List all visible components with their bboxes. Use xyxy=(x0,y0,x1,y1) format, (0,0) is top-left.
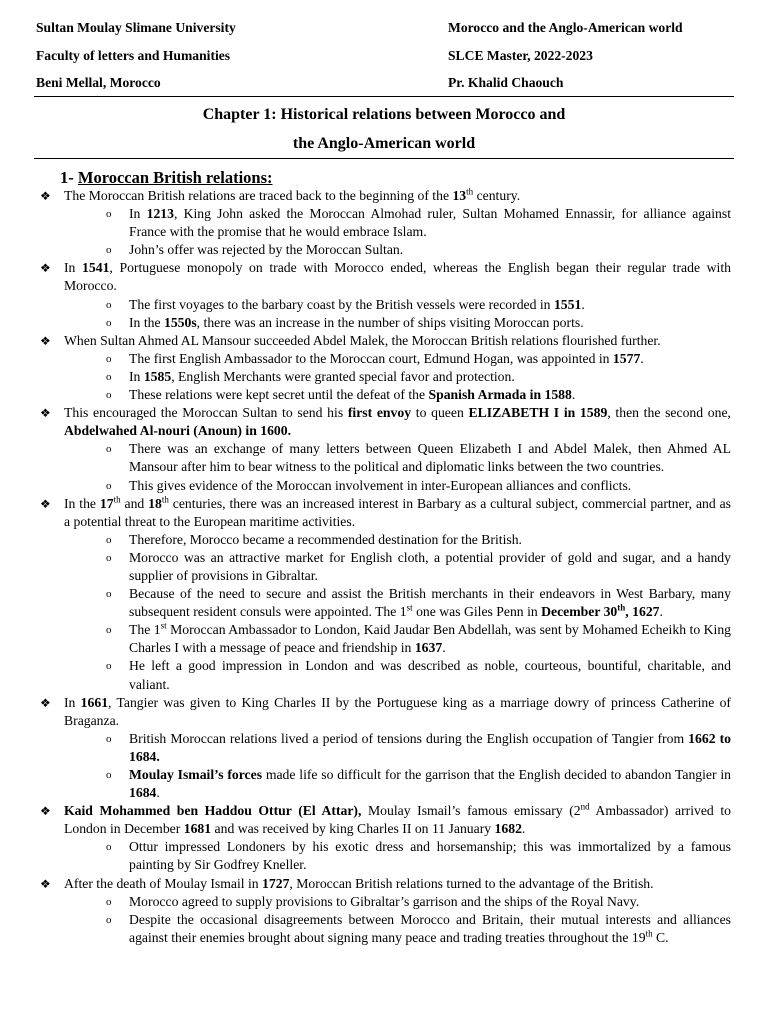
sub-bullet-item: o British Moroccan relations lived a period of tensions during the English occupation of Tangier from 1662 to 1684. xyxy=(106,730,731,764)
course-title: Morocco and the Anglo-American world xyxy=(448,20,683,35)
university-name: Sultan Moulay Slimane University xyxy=(36,20,236,35)
hollow-circle-bullet-icon: o xyxy=(106,389,112,402)
section-title: Moroccan British relations: xyxy=(77,168,273,187)
hollow-circle-bullet-icon: o xyxy=(106,913,112,926)
sub-bullet-item: o He left a good impression in London and was described as noble, courteous, bountiful, charitable, and valiant. xyxy=(106,658,731,692)
hollow-circle-bullet-icon: o xyxy=(106,769,112,781)
bullet-item: ❖ The Moroccan British relations are traced back to the beginning of the 13th century. xyxy=(40,187,731,205)
hollow-circle-bullet-icon: o xyxy=(106,244,112,257)
bullet-item: ❖ When Sultan Ahmed AL Mansour succeeded Abdel Malek, the Moroccan British relations flourished further. xyxy=(40,332,731,350)
bullet-item: ❖ After the death of Moulay Ismail in 1727, Moroccan British relations turned to the advantage of the British. xyxy=(40,875,731,893)
four-diamond-bullet-icon: ❖ xyxy=(40,189,51,203)
four-diamond-bullet-icon: ❖ xyxy=(40,333,51,348)
hollow-circle-bullet-icon: o xyxy=(106,370,112,383)
section-number: 1- xyxy=(60,168,74,187)
faculty-name: Faculty of letters and Humanities xyxy=(36,47,231,63)
sub-bullet-item: o The first voyages to the barbary coast by the British vessels were recorded in 1551. xyxy=(40,296,731,314)
four-diamond-bullet-icon: ❖ xyxy=(40,496,51,511)
professor-name: Pr. Khalid Chaouch xyxy=(448,75,564,90)
header-right xyxy=(448,20,683,103)
hollow-circle-bullet-icon: o xyxy=(106,624,112,637)
four-diamond-bullet-icon: ❖ xyxy=(40,695,51,710)
four-diamond-bullet-icon: ❖ xyxy=(40,406,51,421)
hollow-circle-bullet-icon: o xyxy=(106,551,112,564)
hollow-circle-bullet-icon: o xyxy=(106,208,112,221)
chapter-title xyxy=(34,100,734,158)
hollow-circle-bullet-icon: o xyxy=(106,895,112,908)
program-year: SLCE Master, 2022-2023 xyxy=(448,47,593,63)
hollow-circle-bullet-icon: o xyxy=(106,660,112,673)
sub-bullet-item: o There was an exchange of many letters between Queen Elizabeth I and Abdel Malek, then Ahmed AL Mansour after him to bear witness to the political and diplomatic links between the two countries. xyxy=(106,441,731,475)
sub-bullet-item: o Morocco was an attractive market for English cloth, a potential provider of gold and sugar, and a handy supplier of provisions in Gibraltar. xyxy=(106,549,731,583)
sub-bullet-item: o Morocco agreed to supply provisions to Gibraltar’s garrison and the ships of the Royal Navy. xyxy=(40,893,731,911)
section-heading xyxy=(60,168,273,188)
sub-bullet-item: o Moulay Ismail’s forces made life so difficult for the garrison that the English decided to abandon Tangier in 1684. xyxy=(106,767,732,801)
page-header xyxy=(34,12,734,97)
sub-bullet-item: o Because of the need to secure and assist the British merchants in their endeavors in West Barbary, many subsequent resident consuls were appointed. The 1st one was Giles Penn in December 30th, 1627. xyxy=(106,586,731,620)
location: Beni Mellal, Morocco xyxy=(36,75,161,90)
sub-bullet-item: o John’s offer was rejected by the Moroccan Sultan. xyxy=(40,241,731,259)
sub-bullet-item: o This gives evidence of the Moroccan involvement in inter-European alliances and conflicts. xyxy=(40,477,731,495)
sub-bullet-item: o The 1st Moroccan Ambassador to London, Kaid Jaudar Ben Abdellah, was sent by Mohamed Echeikh to King Charles I with a message of peace and friendship in 1637. xyxy=(106,620,732,656)
bullet-item: ❖ In the 17th and 18th centuries, there was an increased interest in Barbary as a cultural subject, commercial partner, and as a potential threat to the European maritime activities. xyxy=(40,494,732,529)
hollow-circle-bullet-icon: o xyxy=(106,316,112,329)
sub-bullet-item: o These relations were kept secret until the defeat of the Spanish Armada in 1588. xyxy=(40,386,731,404)
bullet-item: ❖ In 1661, Tangier was given to King Charles II by the Portuguese king as a marriage dowry of princess Catherine of Braganza. xyxy=(40,694,731,728)
sub-bullet-item: o The first English Ambassador to the Moroccan court, Edmund Hogan, was appointed in 1577. xyxy=(40,350,731,368)
four-diamond-bullet-icon: ❖ xyxy=(40,876,51,891)
hollow-circle-bullet-icon: o xyxy=(106,588,112,601)
hollow-circle-bullet-icon: o xyxy=(106,298,112,311)
hollow-circle-bullet-icon: o xyxy=(106,533,112,546)
document-body xyxy=(40,187,731,947)
sub-bullet-item: o Therefore, Morocco became a recommended destination for the British. xyxy=(40,531,731,549)
sub-bullet-item: o In 1213, King John asked the Moroccan Almohad ruler, Sultan Mohamed Ennassir, for alliance against France with the promise that he would embrace Islam. xyxy=(106,206,731,240)
header-left xyxy=(36,20,236,103)
hollow-circle-bullet-icon: o xyxy=(106,443,112,456)
title-divider xyxy=(34,158,734,159)
sub-bullet-item: o Despite the occasional disagreements between Morocco and Britain, their mutual interests and alliances against their enemies brought about signing many peace and trading treaties throughout the 19th C. xyxy=(106,911,731,945)
chapter-title-line-2: the Anglo-American world xyxy=(292,135,476,152)
hollow-circle-bullet-icon: o xyxy=(106,841,112,854)
bullet-item: ❖ Kaid Mohammed ben Haddou Ottur (El Attar), Moulay Ismail’s famous emissary (2nd Ambassador) arrived to London in December 1681 and was received by king Charles II on 11 January 1682. xyxy=(40,801,731,837)
bullet-item: ❖ In 1541, Portuguese monopoly on trade with Morocco ended, whereas the English began their regular trade with Morocco. xyxy=(40,260,731,294)
sub-bullet-item: o In 1585, English Merchants were granted special favor and protection. xyxy=(40,368,731,386)
four-diamond-bullet-icon: ❖ xyxy=(40,261,51,276)
four-diamond-bullet-icon: ❖ xyxy=(40,804,51,819)
chapter-title-line-1: Chapter 1: Historical relations between Morocco and xyxy=(202,106,566,123)
sub-bullet-item: o Ottur impressed Londoners by his exotic dress and horsemanship; this was immortalized by a famous painting by Sir Godfrey Kneller. xyxy=(106,839,731,873)
hollow-circle-bullet-icon: o xyxy=(106,352,112,365)
bullet-item: ❖ This encouraged the Moroccan Sultan to send his first envoy to queen ELIZABETH I in 1589, then the second one, Abdelwahed Al-nouri (Anoun) in 1600. xyxy=(40,405,731,439)
sub-bullet-item: o In the 1550s, there was an increase in the number of ships visiting Moroccan ports. xyxy=(40,314,731,332)
hollow-circle-bullet-icon: o xyxy=(106,479,112,492)
hollow-circle-bullet-icon: o xyxy=(106,732,112,745)
